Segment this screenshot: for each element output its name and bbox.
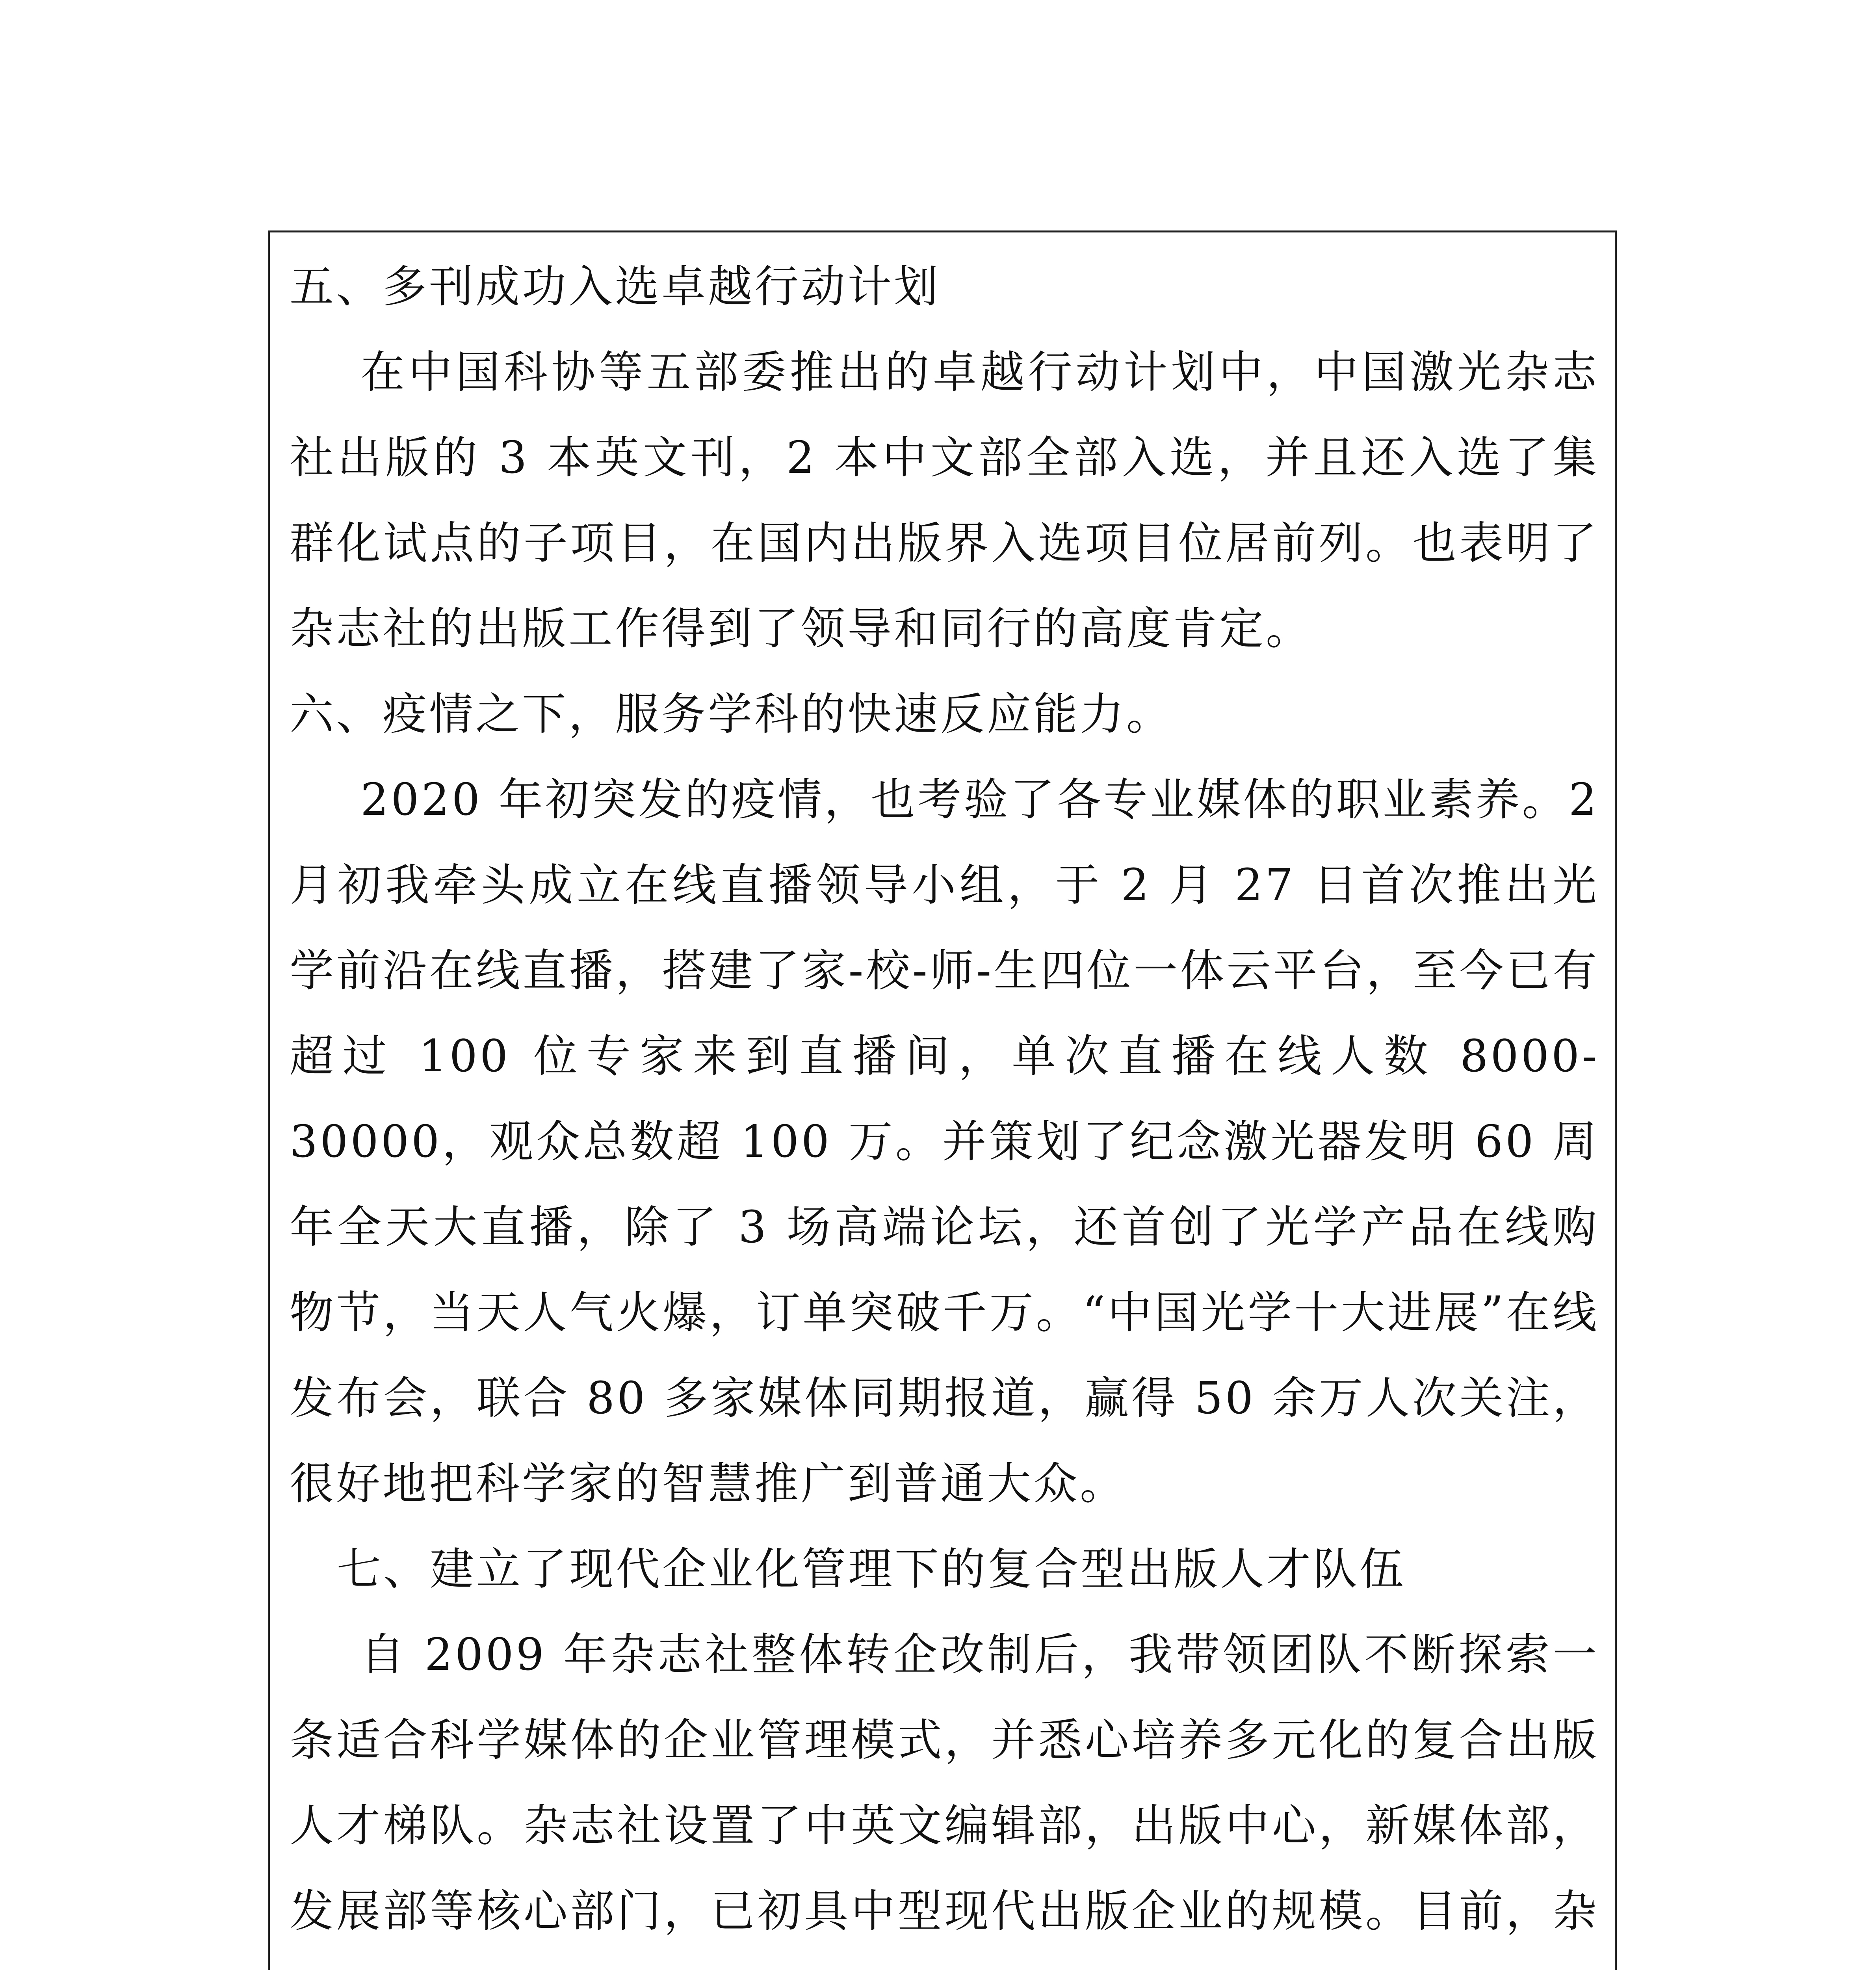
section-paragraph-7: 自 2009 年杂志社整体转企改制后，我带领团队不断探索一条适合科学媒体的企业管理模式，并悉心培养多元化的复合出版人才梯队。杂志社设置了中英文编辑部，出版中心，新媒体部，发展部等核心部门，已初具中型现代出版企业的规模。目前，杂 xyxy=(290,1629,1599,1937)
section-paragraph-5: 在中国科协等五部委推出的卓越行动计划中，中国激光杂志社出版的 3 本英文刊，2 本中文部全部入选，并且还入选了集群化试点的子项目，在国内出版界入选项目位居前列。也表明了杂志社的出版工作得到了领导和同行的高度肯定。 xyxy=(290,347,1599,654)
section-heading-5: 五、多刊成功入选卓越行动计划 xyxy=(290,261,940,312)
section-heading-6: 六、疫情之下，服务学科的快速反应能力。 xyxy=(290,689,1173,740)
section-heading-7: 七、建立了现代企业化管理下的复合型出版人才队伍 xyxy=(337,1544,1406,1595)
section-paragraph-6: 2020 年初突发的疫情，也考验了各专业媒体的职业素养。2 月初我牵头成立在线直播领导小组，于 2 月 27 日首次推出光学前沿在线直播，搭建了家-校-师-生四位一体云平台，至今已有超过 100 位专家来到直播间，单次直播在线人数 8000-30000，观众总数超 100 万。并策划了纪念激光器发明 60 周年全天大直播，除了 3 场高端论坛，还首创了光学产品在线购物节，当天人气火爆，订单突破千万。“中国光学十大进展”在线发布会，联合 80 多家媒体同期报道，赢得 50 余万人次关注，很好地把科学家的智慧推广到普通大众。 xyxy=(290,774,1599,1509)
document-body xyxy=(290,244,1599,1970)
document-frame xyxy=(268,230,1617,1970)
